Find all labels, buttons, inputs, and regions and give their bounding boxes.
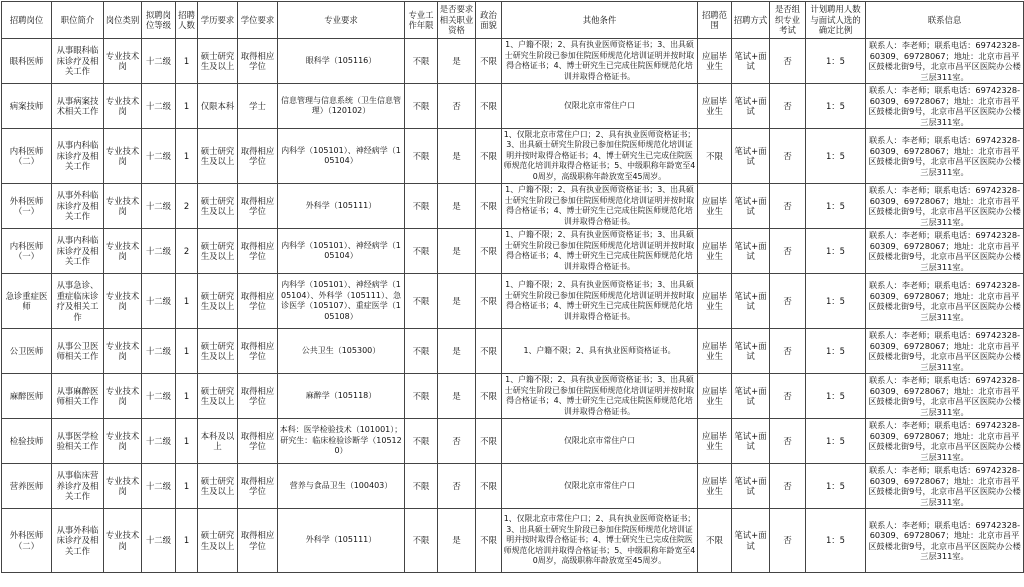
cell-category: 专业技术岗 — [104, 419, 142, 464]
cell-method: 笔试+面试 — [732, 464, 770, 509]
cell-education: 硕士研究生及以上 — [198, 509, 238, 573]
cell-level: 十二级 — [142, 509, 176, 573]
cell-degree: 取得相应学位 — [238, 184, 278, 229]
cell-major: 麻醉学（105118） — [278, 374, 405, 419]
header-contact: 联系信息 — [866, 2, 1024, 39]
cell-education: 硕士研究生及以上 — [198, 129, 238, 184]
header-org-exam: 是否组织专业考试 — [770, 2, 806, 39]
table-row — [2, 329, 1024, 374]
cell-qualification: 是 — [438, 129, 476, 184]
cell-political: 不限 — [476, 509, 502, 573]
cell-org-exam: 否 — [770, 374, 806, 419]
cell-other: 1、户籍不限；2、具有执业医师资格证书；3、出具硕士研究生阶段已参加住院医师规范化培训证明并按时取得合格证书；4、博士研究生已完成住院医师规范化培训并取得合格证书。 — [502, 229, 698, 274]
cell-ratio: 1：5 — [806, 464, 866, 509]
cell-qualification: 是 — [438, 329, 476, 374]
cell-ratio: 1：5 — [806, 274, 866, 329]
cell-qualification: 是 — [438, 184, 476, 229]
cell-ratio: 1：5 — [806, 129, 866, 184]
cell-scope: 应届毕业生 — [698, 39, 732, 84]
cell-qualification: 否 — [438, 464, 476, 509]
cell-scope: 应届毕业生 — [698, 464, 732, 509]
cell-qualification: 否 — [438, 419, 476, 464]
cell-method: 笔试+面试 — [732, 509, 770, 573]
cell-position: 内科医师（二） — [2, 129, 52, 184]
cell-position: 外科医师（二） — [2, 509, 52, 573]
cell-org-exam: 否 — [770, 464, 806, 509]
cell-degree: 取得相应学位 — [238, 464, 278, 509]
cell-category: 专业技术岗 — [104, 329, 142, 374]
cell-level: 十二级 — [142, 419, 176, 464]
cell-count: 1 — [176, 329, 198, 374]
cell-experience: 不限 — [405, 374, 438, 419]
cell-intro: 从事公卫医师相关工作 — [52, 329, 104, 374]
cell-position: 营养医师 — [2, 464, 52, 509]
cell-major: 信息管理与信息系统（卫生信息管理）（120102） — [278, 84, 405, 129]
cell-category: 专业技术岗 — [104, 274, 142, 329]
recruitment-table — [1, 1, 1024, 573]
cell-category: 专业技术岗 — [104, 509, 142, 573]
cell-intro: 从事病案技术相关工作 — [52, 84, 104, 129]
cell-count: 2 — [176, 184, 198, 229]
table-row — [2, 509, 1024, 573]
cell-method: 笔试+面试 — [732, 274, 770, 329]
cell-method: 笔试+面试 — [732, 129, 770, 184]
cell-degree: 取得相应学位 — [238, 329, 278, 374]
cell-political: 不限 — [476, 229, 502, 274]
header-scope: 招聘范围 — [698, 2, 732, 39]
cell-experience: 不限 — [405, 184, 438, 229]
cell-ratio: 1：5 — [806, 329, 866, 374]
cell-degree: 取得相应学位 — [238, 39, 278, 84]
cell-ratio: 1：5 — [806, 419, 866, 464]
cell-position: 病案技师 — [2, 84, 52, 129]
cell-intro: 从事内科临床诊疗及相关工作 — [52, 129, 104, 184]
cell-contact: 联系人：李老师；联系电话：69742328-60309、69728067；地址：北京市昌平区鼓楼北街9号，北京市昌平区医院办公楼三层311室。 — [866, 129, 1024, 184]
cell-ratio: 1：5 — [806, 229, 866, 274]
cell-position: 公卫医师 — [2, 329, 52, 374]
cell-political: 不限 — [476, 374, 502, 419]
cell-category: 专业技术岗 — [104, 464, 142, 509]
cell-major: 内科学（105101）、神经病学（105104）、外科学（105111）、急诊医学（105107）、重症医学（105108） — [278, 274, 405, 329]
cell-other: 1、户籍不限；2、具有执业医师资格证书；3、出具硕士研究生阶段已参加住院医师规范化培训证明并按时取得合格证书；4、博士研究生已完成住院医师规范化培训并取得合格证书。 — [502, 39, 698, 84]
cell-position: 眼科医师 — [2, 39, 52, 84]
cell-org-exam: 否 — [770, 84, 806, 129]
cell-major: 外科学（105111） — [278, 184, 405, 229]
cell-experience: 不限 — [405, 329, 438, 374]
cell-count: 1 — [176, 39, 198, 84]
cell-political: 不限 — [476, 84, 502, 129]
cell-level: 十二级 — [142, 374, 176, 419]
cell-level: 十二级 — [142, 274, 176, 329]
cell-org-exam: 否 — [770, 184, 806, 229]
cell-qualification: 是 — [438, 509, 476, 573]
cell-ratio: 1：5 — [806, 84, 866, 129]
header-count: 招聘人数 — [176, 2, 198, 39]
cell-org-exam: 否 — [770, 509, 806, 573]
cell-scope: 应届毕业生 — [698, 374, 732, 419]
cell-qualification: 是 — [438, 274, 476, 329]
cell-position: 麻醉医师 — [2, 374, 52, 419]
cell-contact: 联系人：李老师；联系电话：69742328-60309、69728067；地址：北京市昌平区鼓楼北街9号，北京市昌平区医院办公楼三层311室。 — [866, 419, 1024, 464]
cell-political: 不限 — [476, 419, 502, 464]
cell-education: 硕士研究生及以上 — [198, 184, 238, 229]
cell-ratio: 1：5 — [806, 39, 866, 84]
cell-org-exam: 否 — [770, 39, 806, 84]
cell-degree: 取得相应学位 — [238, 229, 278, 274]
cell-political: 不限 — [476, 129, 502, 184]
cell-degree: 学士 — [238, 84, 278, 129]
cell-education: 硕士研究生及以上 — [198, 274, 238, 329]
cell-category: 专业技术岗 — [104, 184, 142, 229]
cell-degree: 取得相应学位 — [238, 274, 278, 329]
cell-education: 本科及以上 — [198, 419, 238, 464]
cell-other: 仅限北京市常住户口 — [502, 84, 698, 129]
cell-count: 1 — [176, 84, 198, 129]
cell-count: 2 — [176, 229, 198, 274]
cell-category: 专业技术岗 — [104, 39, 142, 84]
cell-count: 1 — [176, 419, 198, 464]
cell-education: 硕士研究生及以上 — [198, 464, 238, 509]
cell-intro: 从事医学检验相关工作 — [52, 419, 104, 464]
cell-org-exam: 否 — [770, 419, 806, 464]
cell-other: 1、户籍不限；2、具有执业医师资格证书；3、出具硕士研究生阶段已参加住院医师规范化培训证明并按时取得合格证书；4、博士研究生已完成住院医师规范化培训并取得合格证书。 — [502, 374, 698, 419]
cell-qualification: 否 — [438, 84, 476, 129]
cell-ratio: 1：5 — [806, 374, 866, 419]
cell-other: 仅限北京市常住户口 — [502, 419, 698, 464]
header-intro: 职位简介 — [52, 2, 104, 39]
cell-contact: 联系人：李老师；联系电话：69742328-60309、69728067；地址：北京市昌平区鼓楼北街9号，北京市昌平区医院办公楼三层311室。 — [866, 374, 1024, 419]
cell-method: 笔试+面试 — [732, 39, 770, 84]
cell-count: 1 — [176, 274, 198, 329]
cell-method: 笔试+面试 — [732, 184, 770, 229]
cell-category: 专业技术岗 — [104, 84, 142, 129]
cell-education: 硕士研究生及以上 — [198, 229, 238, 274]
table-row — [2, 184, 1024, 229]
header-education: 学历要求 — [198, 2, 238, 39]
table-row — [2, 274, 1024, 329]
cell-count: 1 — [176, 509, 198, 573]
cell-major: 内科学（105101）、神经病学（105104） — [278, 129, 405, 184]
cell-experience: 不限 — [405, 229, 438, 274]
cell-ratio: 1：5 — [806, 184, 866, 229]
table-row — [2, 84, 1024, 129]
cell-level: 十二级 — [142, 129, 176, 184]
cell-contact: 联系人：李老师；联系电话：69742328-60309、69728067；地址：北京市昌平区鼓楼北街9号，北京市昌平区医院办公楼三层311室。 — [866, 184, 1024, 229]
header-degree: 学位要求 — [238, 2, 278, 39]
cell-contact: 联系人：李老师；联系电话：69742328-60309、69728067；地址：北京市昌平区鼓楼北街9号，北京市昌平区医院办公楼三层311室。 — [866, 274, 1024, 329]
cell-scope: 应届毕业生 — [698, 184, 732, 229]
cell-level: 十二级 — [142, 184, 176, 229]
cell-qualification: 是 — [438, 374, 476, 419]
cell-major: 眼科学（105116） — [278, 39, 405, 84]
table-row — [2, 129, 1024, 184]
cell-position: 急诊重症医师 — [2, 274, 52, 329]
cell-intro: 从事急诊、重症临床诊疗及相关工作 — [52, 274, 104, 329]
cell-intro: 从事临床营养诊疗及相关工作 — [52, 464, 104, 509]
cell-contact: 联系人：李老师；联系电话：69742328-60309、69728067；地址：北京市昌平区鼓楼北街9号，北京市昌平区医院办公楼三层311室。 — [866, 464, 1024, 509]
cell-qualification: 是 — [438, 229, 476, 274]
cell-scope: 应届毕业生 — [698, 84, 732, 129]
table-row — [2, 419, 1024, 464]
cell-political: 不限 — [476, 274, 502, 329]
cell-contact: 联系人：李老师；联系电话：69742328-60309、69728067；地址：北京市昌平区鼓楼北街9号，北京市昌平区医院办公楼三层311室。 — [866, 229, 1024, 274]
cell-other: 1、户籍不限；2、具有执业医师资格证书。 — [502, 329, 698, 374]
cell-level: 十二级 — [142, 464, 176, 509]
cell-level: 十二级 — [142, 84, 176, 129]
cell-major: 营养与食品卫生（100403） — [278, 464, 405, 509]
cell-level: 十二级 — [142, 329, 176, 374]
cell-experience: 不限 — [405, 509, 438, 573]
cell-position: 检验技师 — [2, 419, 52, 464]
header-level: 拟聘岗位等级 — [142, 2, 176, 39]
cell-experience: 不限 — [405, 129, 438, 184]
cell-other: 1、仅限北京市常住户口；2、具有执业医师资格证书；3、出具硕士研究生阶段已参加住院医师规范化培训证明并按时取得合格证书；4、博士研究生已完成住院医师规范化培训并取得合格证书；5、中级职称年龄宽至40周岁，高级职称年龄放宽至45周岁。 — [502, 129, 698, 184]
header-major: 专业要求 — [278, 2, 405, 39]
cell-other: 1、户籍不限；2、具有执业医师资格证书；3、出具硕士研究生阶段已参加住院医师规范化培训证明并按时取得合格证书；4、博士研究生已完成住院医师规范化培训并取得合格证书。 — [502, 184, 698, 229]
cell-contact: 联系人：李老师；联系电话：69742328-60309、69728067；地址：北京市昌平区鼓楼北街9号，北京市昌平区医院办公楼三层311室。 — [866, 329, 1024, 374]
cell-category: 专业技术岗 — [104, 374, 142, 419]
cell-scope: 应届毕业生 — [698, 274, 732, 329]
cell-method: 笔试+面试 — [732, 329, 770, 374]
cell-category: 专业技术岗 — [104, 129, 142, 184]
cell-scope: 应届毕业生 — [698, 329, 732, 374]
cell-contact: 联系人：李老师；联系电话：69742328-60309、69728067；地址：北京市昌平区鼓楼北街9号，北京市昌平区医院办公楼三层311室。 — [866, 509, 1024, 573]
cell-other: 1、仅限北京市常住户口；2、具有执业医师资格证书；3、出具硕士研究生阶段已参加住院医师规范化培训证明并按时取得合格证书；4、博士研究生已完成住院医师规范化培训并取得合格证书；5、中级职称年龄宽至40周岁，高级职称年龄放宽至45周岁。 — [502, 509, 698, 573]
header-method: 招聘方式 — [732, 2, 770, 39]
cell-count: 1 — [176, 129, 198, 184]
cell-degree: 取得相应学位 — [238, 374, 278, 419]
cell-degree: 取得相应学位 — [238, 129, 278, 184]
cell-major: 内科学（105101）、神经病学（105104） — [278, 229, 405, 274]
cell-category: 专业技术岗 — [104, 229, 142, 274]
cell-qualification: 是 — [438, 39, 476, 84]
cell-intro: 从事外科临床诊疗及相关工作 — [52, 509, 104, 573]
cell-political: 不限 — [476, 184, 502, 229]
cell-degree: 取得相应学位 — [238, 419, 278, 464]
table-row — [2, 229, 1024, 274]
cell-org-exam: 否 — [770, 129, 806, 184]
cell-experience: 不限 — [405, 419, 438, 464]
cell-contact: 联系人：李老师；联系电话：69742328-60309、69728067；地址：北京市昌平区鼓楼北街9号，北京市昌平区医院办公楼三层311室。 — [866, 84, 1024, 129]
cell-political: 不限 — [476, 329, 502, 374]
cell-other: 仅限北京市常住户口 — [502, 464, 698, 509]
cell-org-exam: 否 — [770, 229, 806, 274]
cell-position: 外科医师（一） — [2, 184, 52, 229]
cell-level: 十二级 — [142, 229, 176, 274]
cell-major: 外科学（105111） — [278, 509, 405, 573]
cell-experience: 不限 — [405, 39, 438, 84]
table-row — [2, 374, 1024, 419]
cell-intro: 从事眼科临床诊疗及相关工作 — [52, 39, 104, 84]
header-position: 招聘岗位 — [2, 2, 52, 39]
header-other: 其他条件 — [502, 2, 698, 39]
cell-intro: 从事外科临床诊疗及相关工作 — [52, 184, 104, 229]
cell-education: 仅限本科 — [198, 84, 238, 129]
cell-count: 1 — [176, 374, 198, 419]
cell-method: 笔试+面试 — [732, 419, 770, 464]
cell-intro: 从事内科临床诊疗及相关工作 — [52, 229, 104, 274]
cell-education: 硕士研究生及以上 — [198, 39, 238, 84]
cell-education: 硕士研究生及以上 — [198, 374, 238, 419]
table-row — [2, 39, 1024, 84]
cell-org-exam: 否 — [770, 274, 806, 329]
cell-experience: 不限 — [405, 464, 438, 509]
cell-education: 硕士研究生及以上 — [198, 329, 238, 374]
header-experience: 专业工作年限 — [405, 2, 438, 39]
header-ratio: 计划聘用人数与面试人选的确定比例 — [806, 2, 866, 39]
cell-contact: 联系人：李老师；联系电话：69742328-60309、69728067；地址：北京市昌平区鼓楼北街9号，北京市昌平区医院办公楼三层311室。 — [866, 39, 1024, 84]
cell-political: 不限 — [476, 464, 502, 509]
cell-level: 十二级 — [142, 39, 176, 84]
cell-political: 不限 — [476, 39, 502, 84]
cell-major: 公共卫生（105300） — [278, 329, 405, 374]
cell-other: 1、户籍不限；2、具有执业医师资格证书；3、出具硕士研究生阶段已参加住院医师规范化培训证明并按时取得合格证书；4、博士研究生已完成住院医师规范化培训并取得合格证书。 — [502, 274, 698, 329]
cell-scope: 不限 — [698, 509, 732, 573]
cell-ratio: 1：5 — [806, 509, 866, 573]
table-row — [2, 464, 1024, 509]
cell-method: 笔试+面试 — [732, 229, 770, 274]
cell-scope: 应届毕业生 — [698, 419, 732, 464]
header-row — [2, 2, 1024, 39]
cell-count: 1 — [176, 464, 198, 509]
cell-experience: 不限 — [405, 274, 438, 329]
cell-method: 笔试+面试 — [732, 84, 770, 129]
cell-scope: 不限 — [698, 129, 732, 184]
cell-major: 本科：医学检验技术（101001）；研究生：临床检验诊断学（105120） — [278, 419, 405, 464]
header-qualification: 是否要求相关职业资格 — [438, 2, 476, 39]
cell-org-exam: 否 — [770, 329, 806, 374]
cell-position: 内科医师（一） — [2, 229, 52, 274]
cell-degree: 取得相应学位 — [238, 509, 278, 573]
header-category: 岗位类别 — [104, 2, 142, 39]
header-political: 政治面貌 — [476, 2, 502, 39]
cell-method: 笔试+面试 — [732, 374, 770, 419]
cell-experience: 不限 — [405, 84, 438, 129]
cell-scope: 应届毕业生 — [698, 229, 732, 274]
cell-intro: 从事麻醉医师相关工作 — [52, 374, 104, 419]
